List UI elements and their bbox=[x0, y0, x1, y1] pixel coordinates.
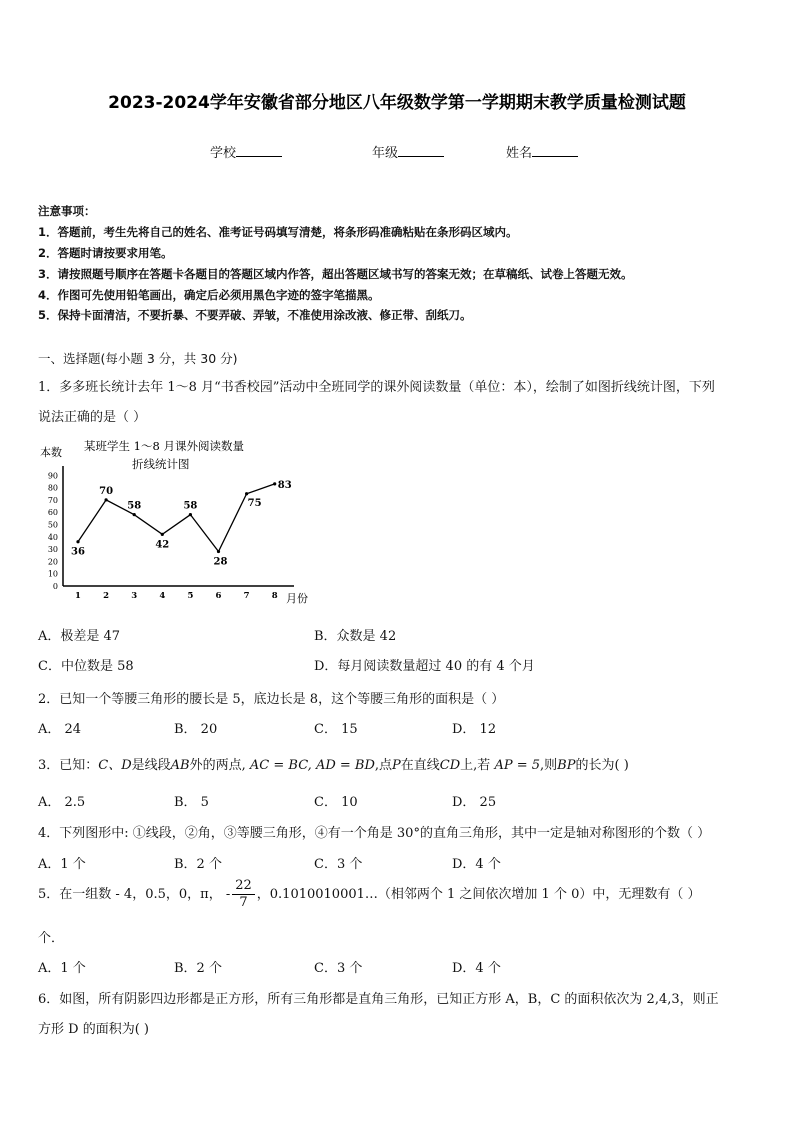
y-tick-label: 60 bbox=[47, 508, 58, 518]
grade-blank[interactable] bbox=[398, 144, 444, 157]
q3-part: 外的两点, bbox=[189, 758, 246, 773]
q3-part: ,点 bbox=[374, 758, 393, 773]
x-tick-label: 6 bbox=[215, 591, 222, 601]
q5-option-b[interactable]: B．2 个 bbox=[174, 961, 222, 976]
q3-option-a[interactable]: A． 2.5 bbox=[38, 795, 86, 810]
y-tick-label: 10 bbox=[47, 569, 58, 579]
school-label: 学校 bbox=[210, 146, 237, 161]
q2-option-b[interactable]: B． 20 bbox=[174, 722, 218, 737]
y-tick-label: 20 bbox=[47, 557, 58, 567]
section-heading: 一、选择题(每小题 3 分，共 30 分) bbox=[38, 351, 238, 366]
name-field[interactable] bbox=[506, 142, 578, 161]
data-label: 28 bbox=[213, 556, 228, 568]
y-tick-label: 50 bbox=[47, 520, 58, 530]
q3-eq2: AP = 5 bbox=[494, 758, 541, 773]
q3-option-b[interactable]: B． 5 bbox=[174, 795, 209, 810]
data-point bbox=[133, 513, 136, 516]
y-tick-label: 70 bbox=[47, 495, 58, 505]
x-tick-label: 3 bbox=[131, 591, 138, 601]
x-tick-label: 4 bbox=[159, 591, 166, 601]
q4-option-d[interactable]: D．4 个 bbox=[452, 857, 501, 872]
y-tick-label: 40 bbox=[47, 532, 58, 542]
note-item: 1．答题前，考生先将自己的姓名、准考证号码填写清楚，将条形码准确粘贴在条形码区域内。 bbox=[38, 225, 518, 239]
name-label: 姓名 bbox=[506, 146, 533, 161]
data-label: 83 bbox=[277, 479, 292, 491]
data-label: 42 bbox=[155, 539, 170, 551]
y-tick-label: 80 bbox=[47, 483, 58, 493]
data-label: 58 bbox=[183, 500, 198, 512]
x-tick-label: 8 bbox=[271, 591, 278, 601]
fraction-numerator: 22 bbox=[232, 878, 255, 895]
question-6-text-cont: 方形 D 的面积为( ) bbox=[38, 1022, 149, 1037]
question-2-text: 2．已知一个等腰三角形的腰长是 5，底边长是 8，这个等腰三角形的面积是（ ） bbox=[38, 692, 505, 707]
question-1-text: 1．多多班长统计去年 1～8 月“书香校园”活动中全班同学的课外阅读数量（单位：本），绘制了如图折线统计图，下列 bbox=[38, 380, 715, 395]
q5-option-d[interactable]: D．4 个 bbox=[452, 961, 501, 976]
q3-cd2: CD bbox=[439, 758, 461, 773]
q1-option-b[interactable]: B．众数是 42 bbox=[314, 629, 397, 644]
q2-option-d[interactable]: D． 12 bbox=[452, 722, 497, 737]
q5-option-a[interactable]: A．1 个 bbox=[38, 961, 86, 976]
q3-part: 上,若 bbox=[460, 758, 491, 773]
grade-label: 年级 bbox=[372, 146, 399, 161]
q1-option-c[interactable]: C．中位数是 58 bbox=[38, 659, 134, 674]
q3-p: P bbox=[392, 758, 401, 773]
x-tick-label: 7 bbox=[243, 591, 250, 601]
x-tick-label: 2 bbox=[103, 591, 110, 601]
q3-option-c[interactable]: C． 10 bbox=[314, 795, 358, 810]
notes-heading: 注意事项： bbox=[38, 204, 96, 218]
data-label: 58 bbox=[127, 500, 142, 512]
question-1-text-cont: 说法正确的是（ ） bbox=[38, 410, 147, 425]
fraction bbox=[232, 878, 255, 911]
data-point bbox=[105, 498, 108, 501]
line-chart bbox=[36, 436, 326, 608]
q3-part: 在直线 bbox=[400, 758, 440, 773]
x-tick-label: 5 bbox=[187, 591, 194, 601]
data-point bbox=[217, 550, 220, 553]
school-field[interactable] bbox=[210, 142, 282, 161]
q2-option-a[interactable]: A． 24 bbox=[38, 722, 82, 737]
note-item: 5．保持卡面清洁，不要折暴、不要弄破、弄皱，不准使用涂改液、修正带、刮纸刀。 bbox=[38, 308, 472, 322]
chart-subtitle: 折线统计图 bbox=[132, 457, 190, 471]
q3-option-d[interactable]: D． 25 bbox=[452, 795, 497, 810]
note-item: 2．答题时请按要求用笔。 bbox=[38, 246, 173, 260]
y-tick-label: 0 bbox=[52, 582, 58, 591]
data-point bbox=[161, 533, 164, 536]
question-6-text: 6．如图，所有阴影四边形都是正方形，所有三角形都是直角三角形，已知正方形 A，B，C 的面积依次为 2,4,3，则正 bbox=[38, 992, 719, 1007]
q4-option-a[interactable]: A．1 个 bbox=[38, 857, 86, 872]
chart-title: 某班学生 1～8 月课外阅读数量 bbox=[84, 439, 244, 453]
question-5-text bbox=[38, 878, 701, 911]
q3-part: 3．已知： bbox=[38, 758, 99, 773]
q3-ab: AB bbox=[170, 758, 190, 773]
data-point bbox=[245, 492, 248, 495]
q5-option-c[interactable]: C．3 个 bbox=[314, 961, 363, 976]
question-4-text: 4．下列图形中: ①线段，②角，③等腰三角形，④有一个角是 30°的直角三角形，其中一定是轴对称图形的个数（ ） bbox=[38, 826, 711, 841]
data-label: 36 bbox=[71, 546, 85, 558]
q2-option-c[interactable]: C． 15 bbox=[314, 722, 358, 737]
question-3-text bbox=[38, 754, 629, 773]
page-title: 2023-2024学年安徽省部分地区八年级数学第一学期期末教学质量检测试题 bbox=[108, 93, 686, 113]
fraction-denominator: 7 bbox=[239, 895, 248, 910]
data-point bbox=[76, 540, 79, 543]
data-point bbox=[189, 513, 192, 516]
q3-cd: C、D bbox=[98, 758, 132, 773]
chart-xlabel: 月份 bbox=[286, 592, 308, 605]
q1-option-a[interactable]: A．极差是 47 bbox=[38, 629, 121, 644]
question-5-text-cont: 个． bbox=[38, 931, 65, 946]
q3-part: ,则 bbox=[540, 758, 558, 773]
q4-option-c[interactable]: C．3 个 bbox=[314, 857, 363, 872]
chart-ylabel: 本数 bbox=[40, 446, 62, 459]
q5-post: ，0.1010010001…（相邻两个 1 之间依次增加 1 个 0）中，无理数有（ ） bbox=[256, 887, 701, 902]
note-item: 3．请按照题号顺序在答题卡各题目的答题区域内作答，超出答题区域书写的答案无效；在草稿纸、试卷上答题无效。 bbox=[38, 267, 633, 281]
y-tick-label: 30 bbox=[47, 545, 58, 555]
school-blank[interactable] bbox=[236, 144, 282, 157]
name-blank[interactable] bbox=[532, 144, 578, 157]
grade-field[interactable] bbox=[372, 142, 444, 161]
q3-part: 的长为( ) bbox=[575, 758, 629, 773]
data-label: 75 bbox=[247, 497, 262, 509]
q3-eq1: AC = BC, AD = BD bbox=[249, 758, 375, 773]
q5-pre: 5．在一组数 - 4，0.5，0，π， - bbox=[38, 887, 231, 902]
x-tick-label: 1 bbox=[75, 591, 81, 601]
q4-option-b[interactable]: B．2 个 bbox=[174, 857, 222, 872]
note-item: 4．作图可先使用铅笔画出，确定后必须用黑色字迹的签字笔描黑。 bbox=[38, 288, 380, 302]
q3-bp: BP bbox=[557, 758, 576, 773]
y-tick-label: 90 bbox=[47, 471, 58, 481]
data-label: 70 bbox=[99, 485, 114, 497]
q1-option-d[interactable]: D．每月阅读数量超过 40 的有 4 个月 bbox=[314, 659, 535, 674]
q3-part: 是线段 bbox=[131, 758, 171, 773]
data-point bbox=[273, 482, 276, 485]
